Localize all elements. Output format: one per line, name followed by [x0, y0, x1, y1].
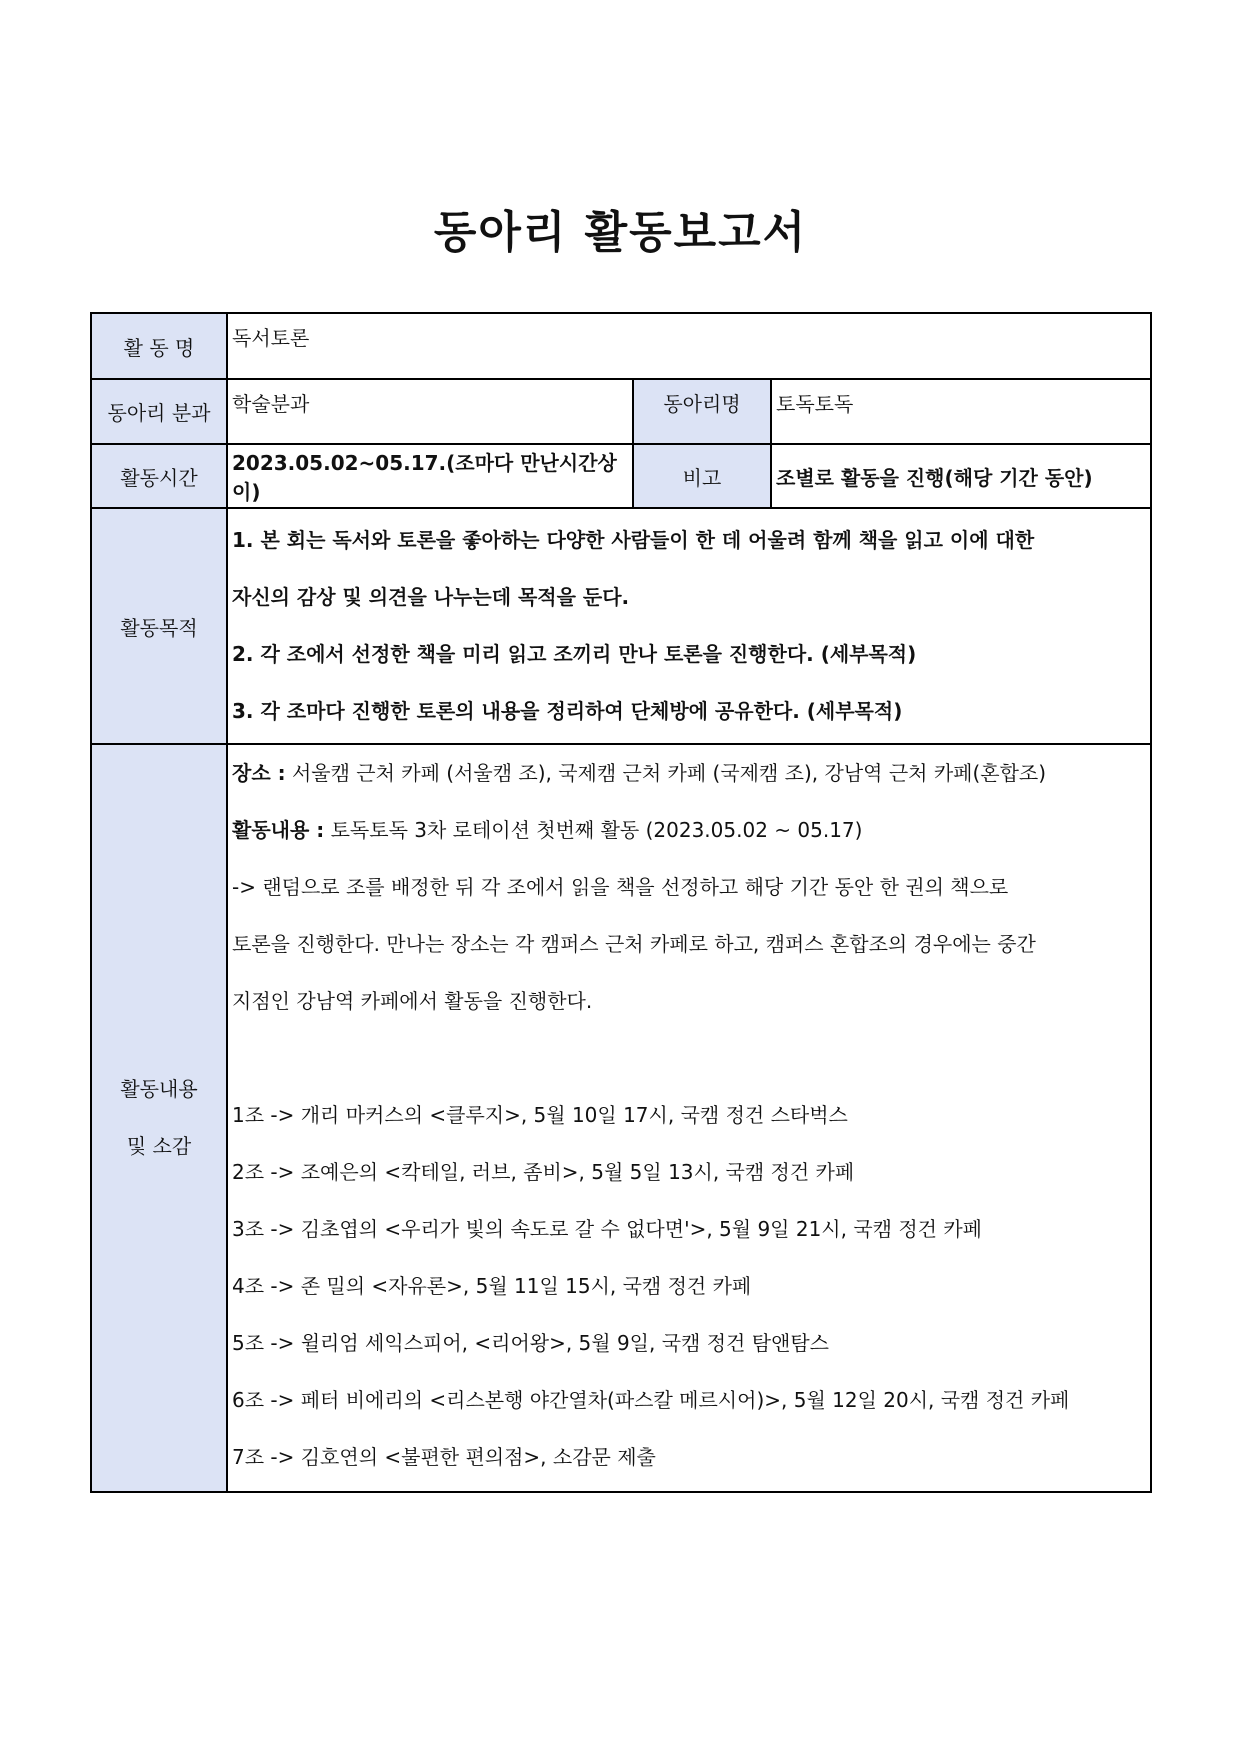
desc-line: 지점인 강남역 카페에서 활동을 진행한다.: [232, 989, 593, 1013]
content-label-line: 및 소감: [126, 1134, 192, 1158]
content-sub-label: 활동내용 :: [232, 818, 325, 842]
row-activity-name: [91, 313, 1151, 379]
period-label: 활동시간: [91, 444, 227, 508]
content-sub-text: 토독토독 3차 로테이션 첫번째 활동 (2023.05.02 ~ 05.17): [324, 818, 863, 842]
content-line: [232, 802, 1146, 859]
row-division: [91, 379, 1151, 444]
page-title: 동아리 활동보고서: [433, 207, 808, 258]
row-period: [91, 444, 1151, 508]
activity-name-value: 독서토론: [227, 313, 1151, 379]
group-line: 6조 -> 페터 비에리의 <리스본행 야간열차(파스칼 메르시어)>, 5월 12일 20시, 국캠 정건 카페: [232, 1388, 1070, 1412]
row-purpose: [91, 508, 1151, 744]
report-table: [90, 312, 1152, 1493]
group-line: 7조 -> 김호연의 <불편한 편의점>, 소감문 제출: [232, 1445, 656, 1469]
row-content: [91, 744, 1151, 1492]
content-label-line: 활동내용: [120, 1077, 198, 1101]
club-name-label: 동아리명: [633, 379, 771, 444]
desc-line: 토론을 진행한다. 만나는 장소는 각 캠퍼스 근처 카페로 하고, 캠퍼스 혼합조의 경우에는 중간: [232, 932, 1036, 956]
purpose-label: 활동목적: [91, 508, 227, 744]
purpose-line: 2. 각 조에서 선정한 책을 미리 읽고 조끼리 만나 토론을 진행한다. (세부목적): [232, 642, 917, 666]
desc-line: -> 랜덤으로 조를 배정한 뒤 각 조에서 읽을 책을 선정하고 해당 기간 동안 한 권의 책으로: [232, 875, 1009, 899]
note-label: 비고: [633, 444, 771, 508]
division-label: 동아리 분과: [91, 379, 227, 444]
club-name-value: 토독토독: [771, 379, 1151, 444]
place-label: 장소 :: [232, 761, 286, 785]
group-line: 1조 -> 개리 마커스의 <클루지>, 5월 10일 17시, 국캠 정건 스타벅스: [232, 1103, 848, 1127]
note-value: 조별로 활동을 진행(해당 기간 동안): [771, 444, 1151, 508]
group-line: 4조 -> 존 밀의 <자유론>, 5월 11일 15시, 국캠 정건 카페: [232, 1274, 752, 1298]
place-text: 서울캠 근처 카페 (서울캠 조), 국제캠 근처 카페 (국제캠 조), 강남역 근처 카페(혼합조): [285, 761, 1047, 785]
group-line: 3조 -> 김초엽의 <우리가 빛의 속도로 갈 수 없다면'>, 5월 9일 21시, 국캠 정건 카페: [232, 1217, 982, 1241]
content-label: [91, 744, 227, 1492]
purpose-line: 자신의 감상 및 의견을 나누는데 목적을 둔다.: [232, 585, 630, 609]
place-line: [232, 745, 1146, 802]
purpose-text: [227, 508, 1151, 744]
content-text: [227, 744, 1151, 1492]
purpose-line: 1. 본 회는 독서와 토론을 좋아하는 다양한 사람들이 한 데 어울려 함께 책을 읽고 이에 대한: [232, 528, 1035, 552]
activity-name-label: 활 동 명: [91, 313, 227, 379]
division-value: 학술분과: [227, 379, 633, 444]
blank-line: [232, 1030, 1146, 1087]
group-line: 2조 -> 조예은의 <칵테일, 러브, 좀비>, 5월 5일 13시, 국캠 정건 카페: [232, 1160, 855, 1184]
purpose-line: 3. 각 조마다 진행한 토론의 내용을 정리하여 단체방에 공유한다. (세부목적): [232, 699, 903, 723]
period-value: 2023.05.02~05.17.(조마다 만난시간상이): [227, 444, 633, 508]
group-line: 5조 -> 윌리엄 세익스피어, <리어왕>, 5월 9일, 국캠 정건 탐앤탐스: [232, 1331, 829, 1355]
